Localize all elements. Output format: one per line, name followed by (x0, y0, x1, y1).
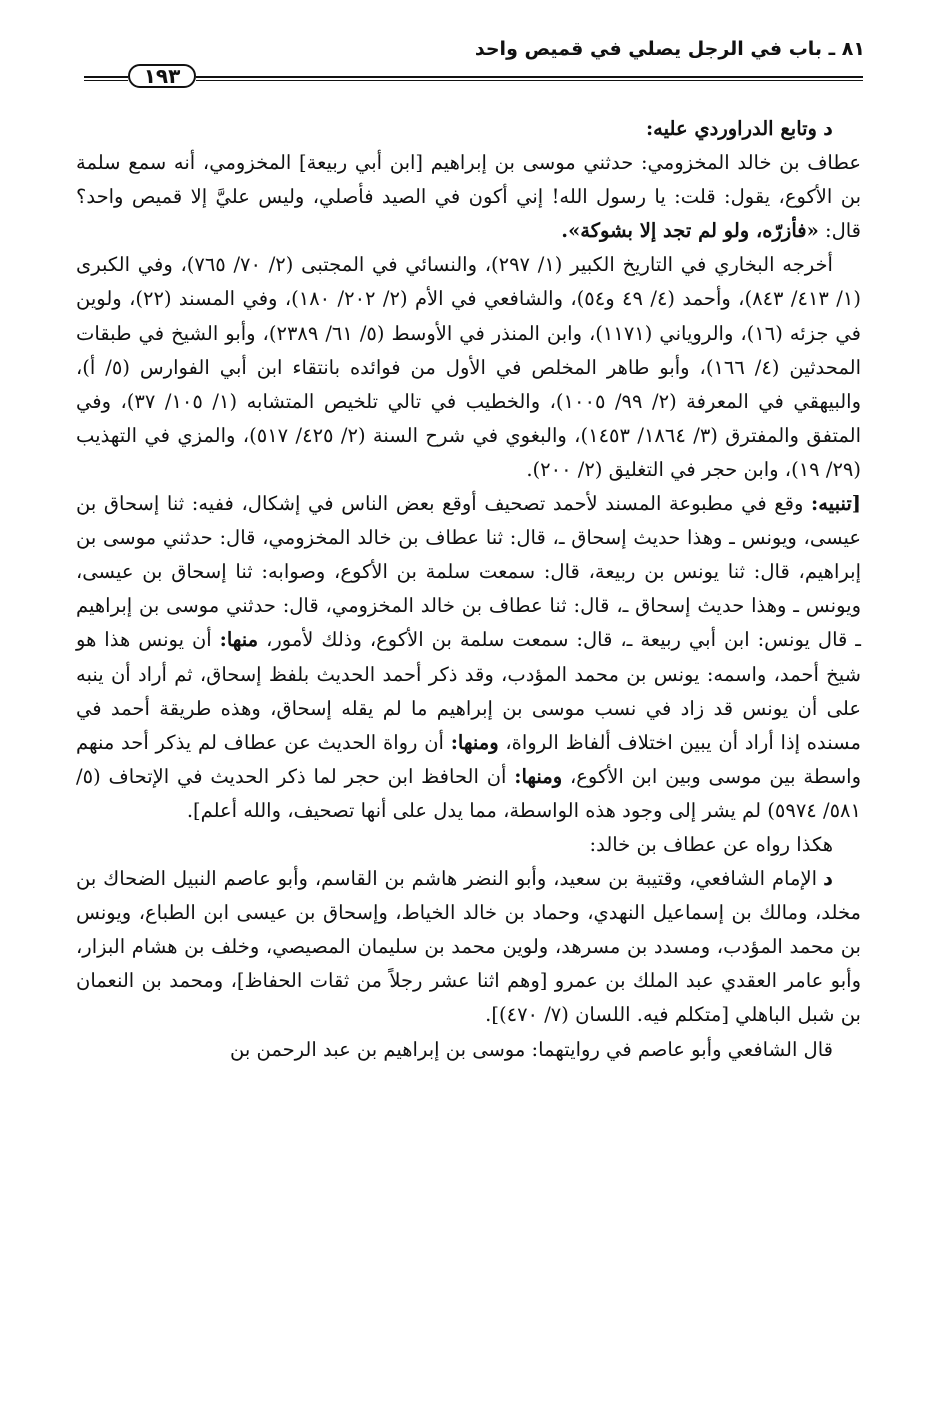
tanbih-text-1: وقع في مطبوعة المسند لأحمد تصحيف أوقع بعض الناس في إشكال، ففيه: ثنا إسحاق بن عيسى، ويونس ـ وهذا حديث إسحاق ـ، قال: ثنا عطاف بن خالد المخزومي، قال: حدثني موسى بن إبراهيم، قال: ثنا يونس بن ربيعة، قال: سمعت سلمة بن الأكوع، وصوابه: ثنا إسحاق بن عيسى، ويونس ـ وهذا حديث إسحاق ـ، قال: ثنا عطاف بن خالد المخزومي، قال: حدثني موسى بن إبراهيم ـ قال يونس: ابن أبي ربيعة ـ، قال: سمعت سلمة بن الأكوع، وذلك لأمور، (76, 492, 862, 652)
tanbih-heading: [تنبيه: (811, 492, 861, 516)
qala-text: قال الشافعي وأبو عاصم في روايتهما: موسى بن إبراهيم بن عبد الرحمن بن (230, 1037, 833, 1061)
paragraph-rawahu (76, 828, 861, 862)
paragraph-hadith (76, 146, 861, 248)
takhrij-text: أخرجه البخاري في التاريخ الكبير (١/ ٢٩٧)، والنسائي في المجتبى (٢/ ٧٠/ ٧٦٥)، وفي الكبرى (١/ ٤١٣/ ٨٤٣)، وأحمد (٤/ ٤٩ و٥٤)، والشافعي في الأم (٢/ ٢٠٢/ ١٨٠)، وفي المسند (٢٢)، ولوين في جزئه (١٦)، والروياني (١١٧١)، وابن المنذر في الأوسط (٥/ ٦١/ ٢٣٨٩)، وأبو الشيخ في طبقات المحدثين (٤/ ١٦٦)، وأبو طاهر المخلص في الأول من فوائده بانتقاء ابن أبي الفوارس (٥/ أ)، والبيهقي في المعرفة (٢/ ٩٩/ ١٠٠٥)، والخطيب في تالي تلخيص المتشابه (١/ ١٠٥/ ٣٧)، وفي المتفق والمفترق (٣/ ١٨٦٤/ ١٤٥٣)، والبغوي في شرح السنة (٢/ ٤٢٥/ ٥١٧)، والمزي في التهذيب (٢٩/ ١٩)، وابن حجر في التغليق (٢/ ٢٠٠). (76, 253, 861, 481)
paragraph-qala (76, 1033, 861, 1067)
mutaba-heading: وتابع الدراوردي عليه: (645, 117, 817, 140)
header-rule-right (196, 76, 863, 81)
rawahu-text: هكذا رواه عن عطاف بن خالد: (589, 832, 833, 856)
body-text (76, 112, 861, 1067)
page-number-badge (124, 62, 200, 90)
minha-label-1: منها: (219, 628, 259, 652)
bullet-icon: ﺩ (822, 117, 833, 140)
paragraph-narrators (76, 862, 861, 1032)
tanbih-text-2: أن يونس هذا هو شيخ أحمد، واسمه: يونس بن محمد المؤدب، وقد ذكر أحمد الحديث بلفظ إسحاق، ثم أراد أن ينبه على أن يونس قد زاد في نسب موسى بن إبراهيم ما لم يقله إسحاق، وهذه طريقة أحمد في مسنده إذا أراد أن يبين اختلاف ألفاظ الرواة، (76, 628, 861, 754)
paragraph-tanbih (76, 487, 861, 828)
bullet-icon: ﺩ (822, 867, 833, 891)
narrators-text: الإمام الشافعي، وقتيبة بن سعيد، وأبو النضر هاشم بن القاسم، وأبو عاصم النبيل الضحاك بن مخلد، ومالك بن إسماعيل النهدي، وحماد بن خالد الخياط، وإسحاق بن عيسى ابن الطباع، ويونس بن محمد المؤدب، ومسدد بن مسرهد، ولوين محمد بن سليمان المصيصي، وخلف بن هشام البزار، وأبو عامر العقدي عبد الملك بن عمرو [وهم اثنا عشر رجلاً من ثقات الحفاظ]، ومحمد بن النعمان بن شبل الباهلي [متكلم فيه. اللسان (٧/ ٤٧٠)]. (76, 867, 861, 1027)
tanbih-text-3: أن رواة الحديث عن عطاف لم يذكر أحد منهم واسطة بين موسى وبين ابن الأكوع، (76, 730, 861, 788)
chapter-title: ٨١ ـ باب في الرجل يصلي في قميص واحد (474, 38, 865, 60)
tanbih-text-4: أن الحافظ ابن حجر لما ذكر الحديث في الإتحاف (٥/ ٥٨١/ ٥٩٧٤) لم يشر إلى وجود هذه الواسطة، مما يدل على أنها تصحيف، والله أعلم]. (76, 764, 861, 822)
page-number: ١٩٣ (143, 64, 181, 88)
header-rule-left (84, 76, 128, 81)
minha-label-3: ومنها: (514, 764, 563, 788)
minha-label-2: ومنها: (450, 730, 499, 754)
hadith-quote: «فأزرّه، ولو لم تجد إلا بشوكة». (561, 219, 819, 243)
paragraph-mutaba (76, 112, 861, 146)
paragraph-takhrij (76, 248, 861, 487)
hadith-text: عطاف بن خالد المخزومي: حدثني موسى بن إبراهيم [ابن أبي ربيعة] المخزومي، أنه سمع سلمة بن الأكوع، يقول: قلت: يا رسول الله! إني أكون في الصيد فأصلي، وليس عليَّ إلا قميص واحد؟ قال: (76, 151, 861, 243)
